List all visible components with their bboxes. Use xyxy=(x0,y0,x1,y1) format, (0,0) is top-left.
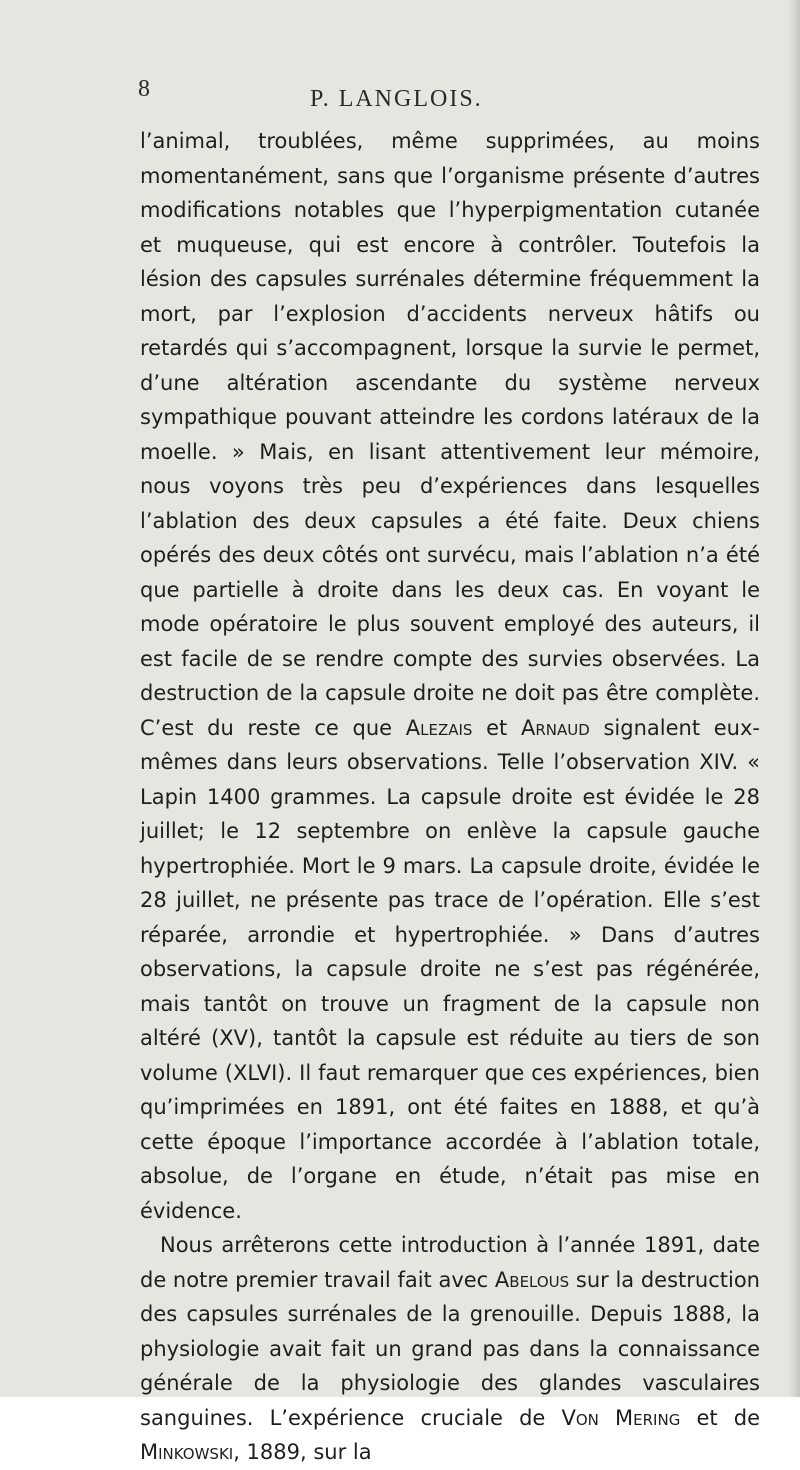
page-number: 8 xyxy=(138,76,150,102)
paragraph-2-text-a: Nous arrêterons cette introduction à l’année 1891, date de notre premier travail fait avec xyxy=(140,1233,760,1292)
author-name-minkowski: Minkowski xyxy=(140,1440,234,1464)
paragraph-1 xyxy=(140,124,760,1228)
paragraph-2-text-d: , 1889, sur la xyxy=(233,1440,372,1464)
paragraph-1-text-a: l’animal, troublées, même supprimées, au moins momentanément, sans que l’organisme présente d’autres modifications notables que l’hyperpigmentation cutanée et muqueuse, qui est encore à contrôler. Toutefois la lésion des capsules surrénales détermine fréquemment la mort, par l’explosion d’accidents nerveux hâtifs ou retardés qui s’accompagnent, lorsque la survie le permet, d’une altération ascendante du système nerveux sympathique pouvant atteindre les cordons latéraux de la moelle. » Mais, en lisant attentivement leur mémoire, nous voyons très peu d’expériences dans lesquelles l’ablation des deux capsules a été faite. Deux chiens opérés des deux côtés ont survécu, mais l’ablation n’a été que partielle à droite dans les deux cas. En voyant le mode opératoire le plus souvent employé des auteurs, il est facile de se rendre compte des survies observées. La destruction de la capsule droite ne doit pas être complète. C’est du reste ce que xyxy=(140,129,760,740)
running-head: P. LANGLOIS. xyxy=(310,86,483,112)
author-name-alezais: Alezais xyxy=(405,715,473,740)
paragraph-1-text-b: et xyxy=(472,715,521,740)
paragraph-2-text-b: sur la destruction des capsules surrénales de la grenouille. Depuis 1888, la physiologie avait fait un grand pas dans la connaissance générale de la physiologie des glandes vasculaires sanguines. L’expérience cruciale de xyxy=(140,1267,760,1430)
page-binding-shadow xyxy=(788,0,800,1397)
body-text xyxy=(140,124,760,1470)
author-name-abelous: Abelous xyxy=(494,1267,570,1292)
author-name-von-mering: Von Mering xyxy=(561,1405,681,1430)
paragraph-2-text-c: et de xyxy=(680,1405,761,1430)
paragraph-2 xyxy=(140,1228,760,1470)
author-name-arnaud: Arnaud xyxy=(520,715,590,740)
paragraph-1-text-c: signalent eux-mêmes dans leurs observations. Telle l’observation XIV. « Lapin 1400 grammes. La capsule droite est évidée le 28 juillet; le 12 septembre on enlève la capsule gauche hypertrophiée. Mort le 9 mars. La capsule droite, évidée le 28 juillet, ne présente pas trace de l’opération. Elle s’est réparée, arrondie et hypertrophiée. » Dans d’autres observations, la capsule droite ne s’est pas régénérée, mais tantôt on trouve un fragment de la capsule non altéré (XV), tantôt la capsule est réduite au tiers de son volume (XLVI). Il faut remarquer que ces expériences, bien qu’imprimées en 1891, ont été faites en 1888, et qu’à cette époque l’importance accordée à l’ablation totale, absolue, de l’organe en étude, n’était pas mise en évidence. xyxy=(140,715,760,1223)
